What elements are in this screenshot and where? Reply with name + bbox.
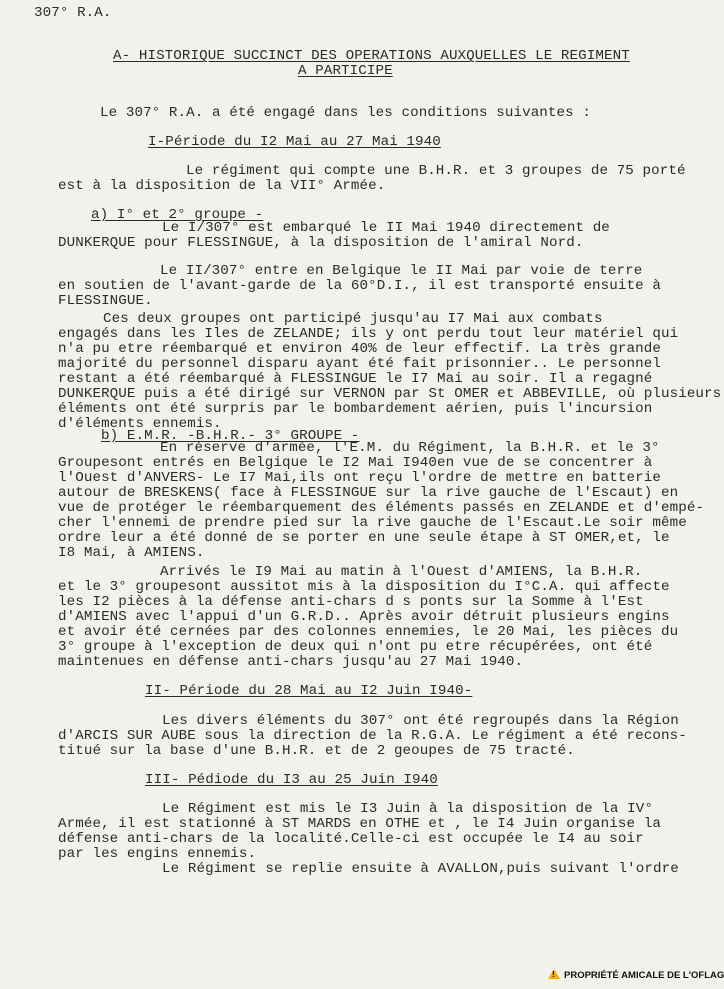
- period-1-heading: I-Période du I2 Mai au 27 Mai 1940: [148, 134, 441, 150]
- paragraph-line: ordre leur a été donné de se porter en une seule étape à ST OMER,et, le: [58, 530, 670, 546]
- paragraph-line: titué sur la base d'une B.H.R. et de 2 geoupes de 75 tracté.: [58, 743, 575, 759]
- paragraph-line: restant a été réembarqué à FLESSINGUE le I7 Mai au soir. Il a regagné: [58, 371, 653, 387]
- ownership-stamp-text: PROPRIÉTÉ AMICALE DE L'OFLAG: [564, 970, 724, 981]
- paragraph-line: cher l'ennemi de prendre pied sur la rive gauche de l'Escaut.Le soir même: [58, 515, 687, 531]
- paragraph-line: n'a pu etre réembarqué et environ 40% de leur effectif. La très grande: [58, 341, 661, 357]
- paragraph-line: En réserve d'armée, l'E.M. du Régiment, la B.H.R. et le 3°: [160, 440, 660, 456]
- period-1-line: Le régiment qui compte une B.H.R. et 3 groupes de 75 porté: [186, 163, 686, 179]
- period-1-line: est à la disposition de la VII° Armée.: [58, 178, 386, 194]
- paragraph-line: défense anti-chars de la localité.Celle-ci est occupée le I4 au soir: [58, 831, 644, 847]
- paragraph-line: Ces deux groupes ont participé jusqu'au I7 Mai aux combats: [103, 311, 603, 327]
- section-b-label: b) E.M.R. -B.H.R.- 3° GROUPE -: [101, 428, 360, 444]
- paragraph-line: par les engins ennemis.: [58, 846, 257, 862]
- paragraph-line: maintenues en défense anti-chars jusqu'au 27 Mai 1940.: [58, 654, 524, 670]
- ownership-stamp: [548, 969, 724, 981]
- warning-icon: [548, 969, 560, 979]
- paragraph-line: d'AMIENS avec l'appui d'un G.R.D.. Après avoir détruit plusieurs engins: [58, 609, 670, 625]
- paragraph-line: et avoir été cernées par des colonnes ennemies, le 20 Mai, les pièces du: [58, 624, 679, 640]
- paragraph-line: Armée, il est stationné à ST MARDS en OTHE et , le I4 Juin organise la: [58, 816, 661, 832]
- paragraph-line: Le Régiment est mis le I3 Juin à la disposition de la IV°: [162, 801, 653, 817]
- paragraph-line: Groupesont entrés en Belgique le I2 Mai I940en vue de se concentrer à: [58, 455, 653, 471]
- paragraph-line: DUNKERQUE pour FLESSINGUE, à la disposition de l'amiral Nord.: [58, 235, 584, 251]
- paragraph-line: Le Régiment se replie ensuite à AVALLON,puis suivant l'ordre: [162, 861, 679, 877]
- paragraph-line: engagés dans les Iles de ZELANDE; ils y ont perdu tout leur matériel qui: [58, 326, 679, 342]
- paragraph-line: et le 3° groupesont aussitot mis à la disposition du I°C.A. qui affecte: [58, 579, 670, 595]
- title-line-2: A PARTICIPE: [298, 63, 393, 79]
- paragraph-line: majorité du personnel disparu ayant été fait prisonnier.. Le personnel: [58, 356, 661, 372]
- paragraph-line: FLESSINGUE.: [58, 293, 153, 309]
- paragraph-line: 3° groupe à l'exception de deux qui n'ont pu etre récupérées, ont été: [58, 639, 653, 655]
- paragraph-line: d'éléments ennemis.: [58, 416, 222, 432]
- intro-line: Le 307° R.A. a été engagé dans les conditions suivantes :: [100, 105, 591, 121]
- paragraph-line: Le I/307° est embarqué le II Mai 1940 directement de: [162, 220, 610, 236]
- paragraph-line: autour de BRESKENS( face à FLESSINGUE sur la rive gauche de l'Escaut) en: [58, 485, 679, 501]
- paragraph-line: vue de protéger le réembarquement des éléments passés en ZELANDE et d'empé-: [58, 500, 705, 516]
- paragraph-line: I8 Mai, à AMIENS.: [58, 545, 205, 561]
- paragraph-line: d'ARCIS SUR AUBE sous la direction de la R.G.A. Le régiment a été recons-: [58, 728, 687, 744]
- title-line-1: A- HISTORIQUE SUCCINCT DES OPERATIONS AUXQUELLES LE REGIMENT: [113, 48, 630, 64]
- paragraph-line: Le II/307° entre en Belgique le II Mai par voie de terre: [160, 263, 643, 279]
- paragraph-line: éléments ont été surpris par le bombardement aérien, puis l'incursion: [58, 401, 653, 417]
- paragraph-line: l'Ouest d'ANVERS- Le I7 Mai,ils ont reçu l'ordre de mettre en batterie: [58, 470, 661, 486]
- paragraph-line: Les divers éléments du 307° ont été regroupés dans la Région: [162, 713, 679, 729]
- section-a-label: a) I° et 2° groupe -: [91, 207, 264, 223]
- period-3-heading: III- Pédiode du I3 au 25 Juin I940: [145, 772, 438, 788]
- paragraph-line: les I2 pièces à la défense anti-chars d s ponts sur la Somme à l'Est: [58, 594, 644, 610]
- paragraph-line: DUNKERQUE puis a été dirigé sur VERNON par St OMER et ABBEVILLE, où plusieurs: [58, 386, 722, 402]
- period-2-heading: II- Période du 28 Mai au I2 Juin I940-: [145, 683, 473, 699]
- regiment-ref: 307° R.A.: [34, 5, 112, 21]
- paragraph-line: en soutien de l'avant-garde de la 60°D.I., il est transporté ensuite à: [58, 278, 661, 294]
- paragraph-line: Arrivés le I9 Mai au matin à l'Ouest d'AMIENS, la B.H.R.: [160, 564, 643, 580]
